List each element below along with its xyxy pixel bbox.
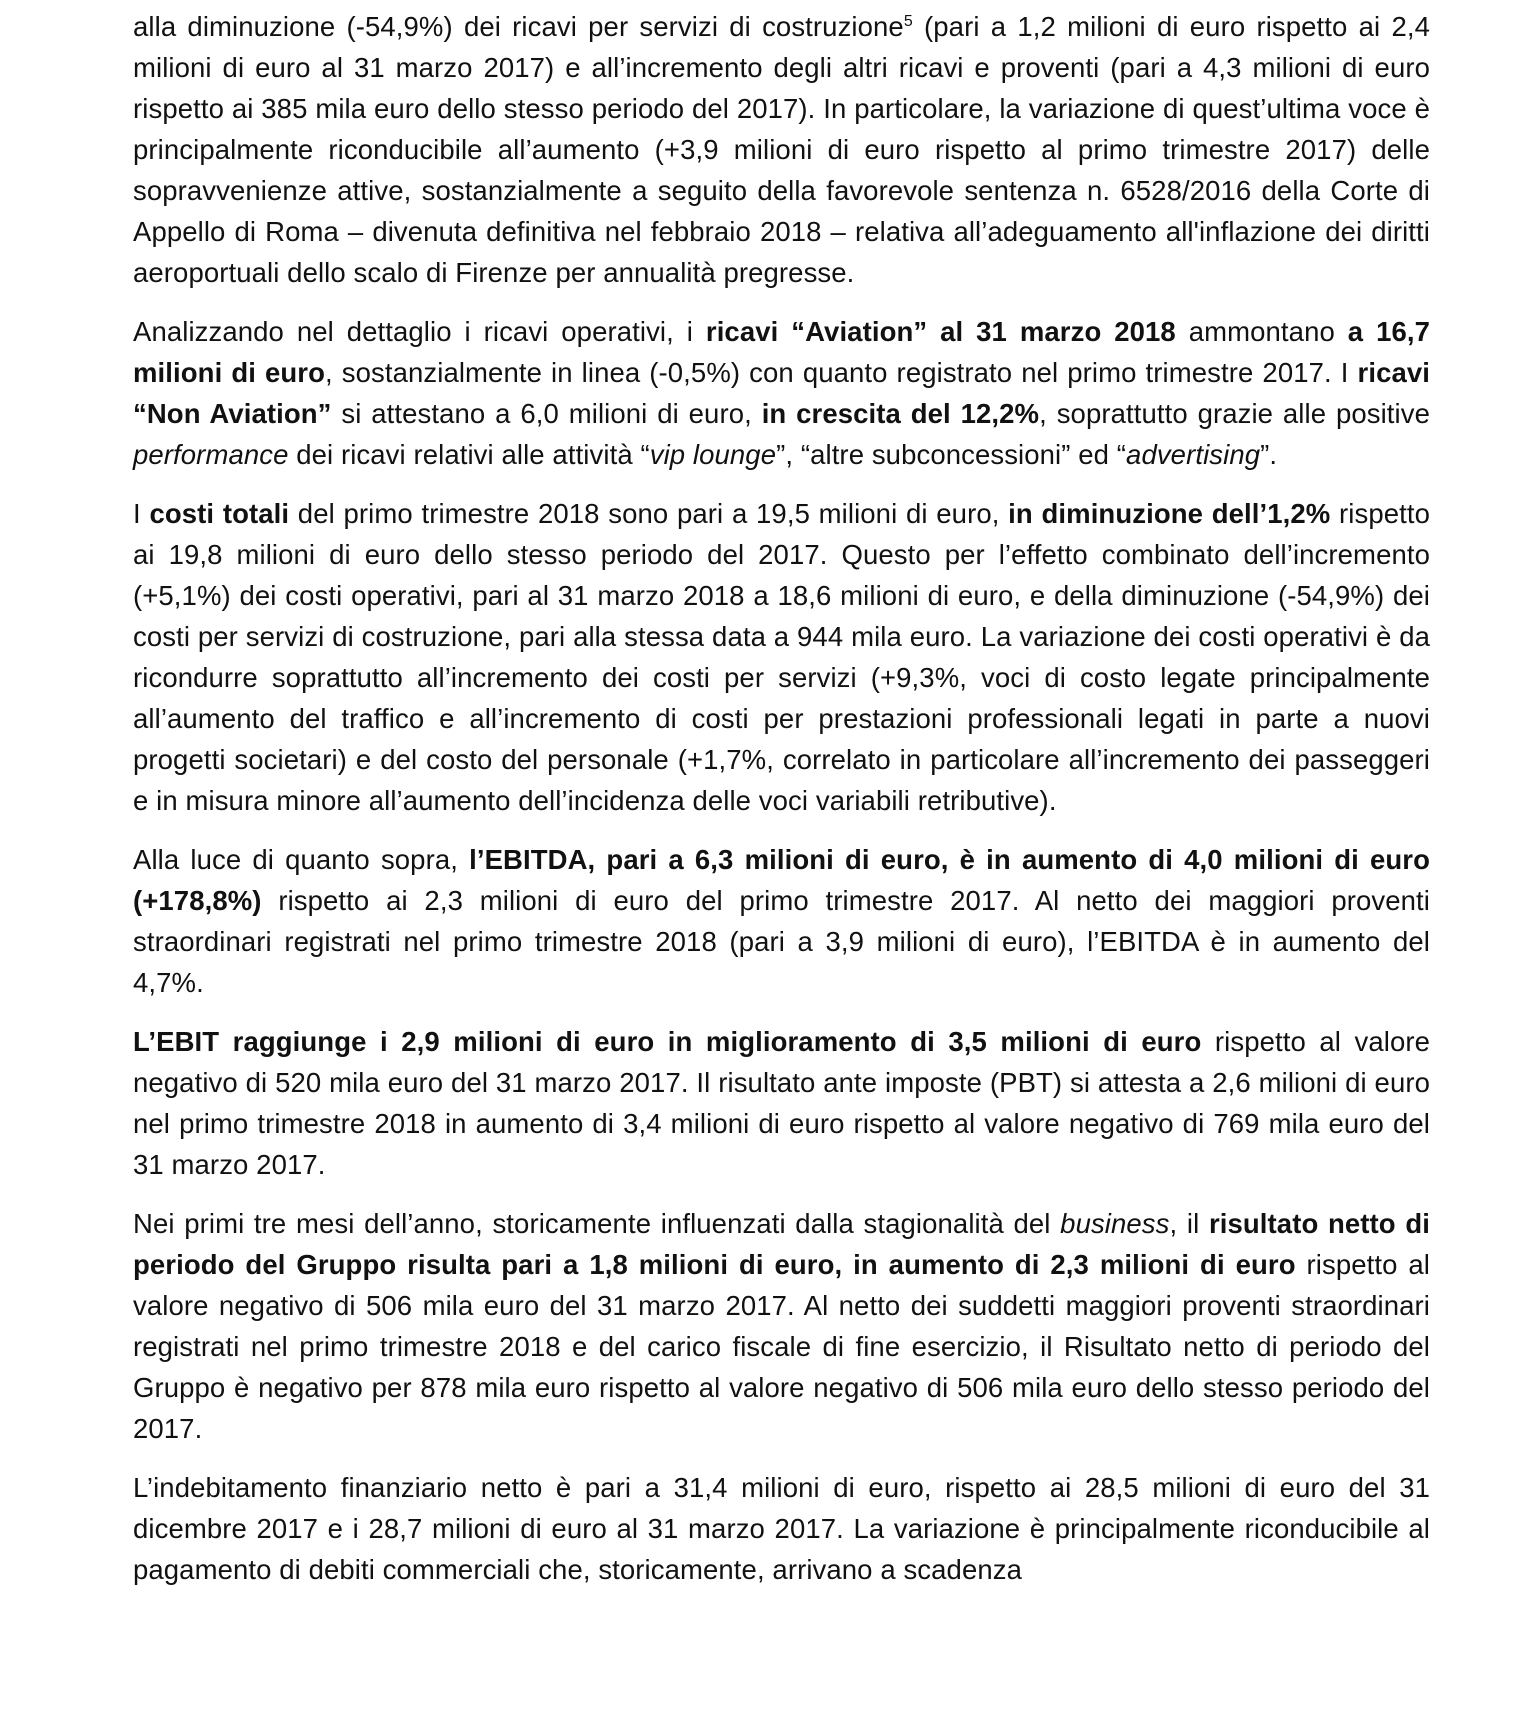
bold-text-run: ricavi “Non Aviation” [133,357,1431,429]
text-run: ”. [1260,439,1278,470]
paragraph-ebit [133,1021,1430,1185]
bold-text-run: costi totali [149,498,290,529]
italic-text-run: advertising [1126,439,1261,470]
bold-text-run: in crescita del 12,2% [761,398,1040,429]
text-run: alla diminuzione (-54,9%) dei ricavi per servizi di costruzione [133,11,904,42]
bold-text-run: ricavi “Aviation” al 31 marzo 2018 [705,316,1176,347]
paragraph-indebitamento [133,1467,1430,1590]
document-page [133,6,1430,1608]
footnote-reference[interactable]: 5 [903,12,913,30]
text-run: rispetto ai 19,8 milioni di euro dello stesso periodo del 2017. Questo per l’effetto combinato dell’incremento (+5,1%) dei costi operativi, pari al 31 marzo 2018 a 18,6 milioni di euro, e della diminuzione (-54,9%) dei costi per servizi di costruzione, pari alla stessa data a 944 mila euro. La variazione dei costi operativi è da ricondurre soprattutto all’incremento dei costi per servizi (+9,3%, voci di costo legate principalmente all’aumento del traffico e all’incremento di costi per prestazioni professionali legati in parte a nuovi progetti societari) e del costo del personale (+1,7%, correlato in particolare all’incremento dei passeggeri e in misura minore all’aumento dell’incidenza delle voci variabili retributive). [133,498,1430,816]
text-run: Alla luce di quanto sopra, [133,844,470,875]
text-run: Nei primi tre mesi dell’anno, storicamente influenzati dalla stagionalità del [133,1208,1061,1239]
text-run: , il [1169,1208,1209,1239]
paragraph-ebitda [133,839,1430,1003]
text-run: si attestano a 6,0 milioni di euro, [331,398,762,429]
text-run: L’indebitamento finanziario netto è pari a 31,4 milioni di euro, rispetto ai 28,5 milioni di euro del 31 dicembre 2017 e i 28,7 milioni di euro al 31 marzo 2017. La variazione è principalmente riconducibile al pagamento di debiti commerciali che, storicamente, arrivano a scadenza [133,1472,1430,1585]
italic-text-run: business [1060,1208,1170,1239]
text-run: (pari a 1,2 milioni di euro rispetto ai 2,4 milioni di euro al 31 marzo 2017) e all’incremento degli altri ricavi e proventi (pari a 4,3 milioni di euro rispetto ai 385 mila euro dello stesso periodo del 2017). In particolare, la variazione di quest’ultima voce è principalmente riconducibile all’aumento (+3,9 milioni di euro rispetto al primo trimestre 2017) delle sopravvenienze attive, sostanzialmente a seguito della favorevole sentenza n. 6528/2016 della Corte di Appello di Roma – divenuta definitiva nel febbraio 2018 – relativa all’adeguamento all'inflazione dei diritti aeroportuali dello scalo di Firenze per annualità pregresse. [133,11,1430,288]
text-run: ”, “altre subconcessioni” ed “ [776,439,1127,470]
bold-text-run: L’EBIT raggiunge i 2,9 milioni di euro in miglioramento di 3,5 milioni di euro [133,1026,1202,1057]
bold-text-run: a 16,7 milioni di euro [133,316,1430,388]
paragraph-risultato-netto [133,1203,1430,1449]
text-run: ammontano [1175,316,1348,347]
text-run: rispetto al valore negativo di 506 mila euro del 31 marzo 2017. Al netto dei suddetti maggiori proventi straordinari registrati nel primo trimestre 2018 e del carico fiscale di fine esercizio, il Risultato netto di periodo del Gruppo è negativo per 878 mila euro rispetto al valore negativo di 506 mila euro dello stesso periodo del 2017. [133,1249,1430,1444]
italic-text-run: vip lounge [649,439,777,470]
paragraph-costruzione-ricavi [133,6,1430,293]
bold-text-run: l’EBITDA, pari a 6,3 milioni di euro, è in aumento di 4,0 milioni di euro (+178,8%) [133,844,1430,916]
text-run: I [133,498,150,529]
bold-text-run: risultato netto di periodo del Gruppo risulta pari a 1,8 milioni di euro, in aumento di 2,3 milioni di euro [133,1208,1430,1280]
text-run: rispetto al valore negativo di 520 mila euro del 31 marzo 2017. Il risultato ante imposte (PBT) si attesta a 2,6 milioni di euro nel primo trimestre 2018 in aumento di 3,4 milioni di euro rispetto al valore negativo di 769 mila euro del 31 marzo 2017. [133,1026,1430,1180]
paragraph-ricavi-operativi [133,311,1430,475]
text-run: , soprattutto grazie alle positive [1039,398,1430,429]
text-run: dei ricavi relativi alle attività “ [288,439,650,470]
text-run: Analizzando nel dettaglio i ricavi operativi, i [133,316,706,347]
text-run: rispetto ai 2,3 milioni di euro del primo trimestre 2017. Al netto dei maggiori proventi straordinari registrati nel primo trimestre 2018 (pari a 3,9 milioni di euro), l’EBITDA è in aumento del 4,7%. [133,885,1430,998]
paragraph-costi-totali [133,493,1430,821]
text-run: , sostanzialmente in linea (-0,5%) con quanto registrato nel primo trimestre 2017. I [325,357,1358,388]
bold-text-run: in diminuzione dell’1,2% [1008,498,1331,529]
text-run: del primo trimestre 2018 sono pari a 19,5 milioni di euro, [289,498,1009,529]
italic-text-run: performance [133,439,289,470]
